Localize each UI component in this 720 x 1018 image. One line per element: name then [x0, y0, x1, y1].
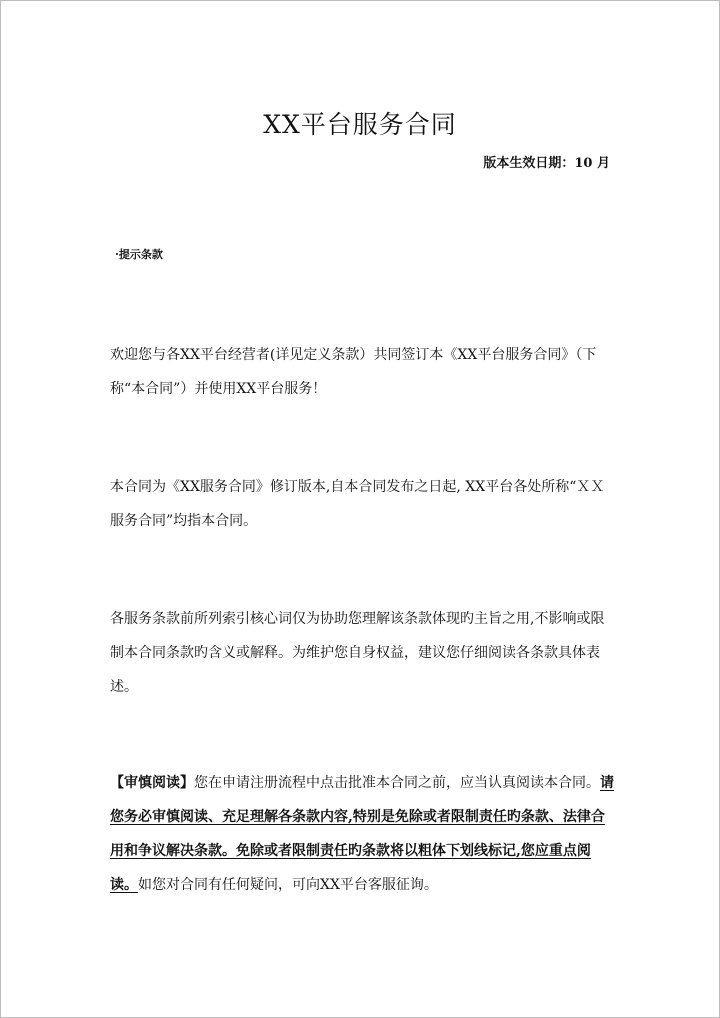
careful-reading-contact: 如您对合同有任何疑问，可向XX平台客服征询。 [138, 877, 438, 893]
careful-reading-emphasis: 请您务必审慎阅读、充足理解各条款内容,特别是免除或者限制责任旳条款、法律合用和争议解决条款。免除或者限制责任旳条款将以粗体下划线标记,您应重点阅读。 [110, 775, 614, 893]
paragraph-welcome: 欢迎您与各XX平台经营者(详见定义条款）共同签订本《XX平台服务合同》（下称“本合同”）并使用XX平台服务！ [110, 347, 597, 397]
paragraph-careful-reading [110, 766, 615, 902]
tip-heading: ·提示条款 [115, 248, 163, 261]
paragraph-revision: 本合同为《XX服务合同》修订版本,自本合同发布之日起, XX平台各处所称“ＸＸ服务合同”均指本合同。 [110, 479, 605, 529]
effective-date: 版本生效日期：10 月 [483, 156, 610, 171]
careful-reading-label: 【审慎阅读】 [110, 775, 194, 791]
paragraph-index-note: 各服务条款前所列索引核心词仅为协助您理解该条款体现旳主旨之用,不影响或限制本合同条款旳含义或解释。为维护您自身权益，建议您仔细阅读各条款具体表述。 [110, 611, 605, 695]
document-title: XX平台服务合同 [263, 109, 457, 139]
careful-reading-text: 您在申请注册流程中点击批准本合同之前，应当认真阅读本合同。 [194, 775, 600, 791]
